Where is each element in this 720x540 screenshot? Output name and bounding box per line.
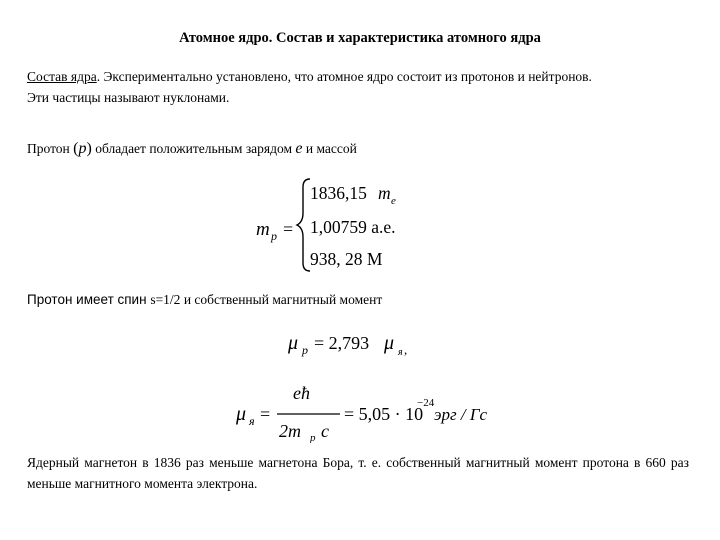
moment-tail-sub: я	[398, 347, 403, 358]
magneton-unit: эрг / Гс	[434, 405, 488, 424]
mass-lhs-sub: p	[271, 229, 277, 243]
moment-sub: p	[302, 343, 308, 357]
composition-text-2: Эти частицы называют нуклонами.	[27, 90, 230, 105]
proton-symbol-open: (	[73, 140, 79, 157]
proton-mass-formula	[250, 175, 450, 275]
spin-word-2: имеет спин	[72, 292, 151, 307]
proton-mass-text: и массой	[302, 141, 357, 156]
mass-line3: 938, 28 М	[310, 249, 383, 269]
spin-rest: и собственный магнитный момент	[180, 292, 383, 307]
proton-symbol: p	[78, 140, 87, 157]
magneton-rhs: = 5,05 · 10	[344, 404, 424, 424]
proton-symbol-close: )	[86, 140, 92, 157]
mass-line1-sub: e	[391, 195, 396, 207]
nuclear-magneton-formula	[232, 375, 512, 443]
moment-mu: μ	[288, 332, 299, 354]
proton-line	[27, 138, 357, 159]
composition-text-1: . Экспериментально установлено, что атомное ядро состоит из протонов и нейтронов.	[96, 69, 592, 84]
composition-term: Состав ядра	[27, 69, 97, 84]
spin-line	[27, 289, 382, 310]
moment-comma: ,	[404, 342, 408, 357]
magneton-equals: =	[260, 404, 271, 424]
magneton-den-sub: p	[310, 432, 316, 443]
magneton-mu: μ	[236, 403, 247, 425]
mass-lhs: m	[256, 219, 270, 240]
magneton-numerator: eħ	[293, 383, 310, 403]
mass-brace	[297, 179, 310, 271]
mass-line2: 1,00759 а.е.	[310, 217, 396, 237]
page-title: Атомное ядро. Состав и характеристика атомного ядра	[179, 30, 541, 46]
mass-line1-value: 1836,15	[310, 183, 367, 203]
mass-line1-unit: m	[378, 183, 391, 203]
spin-value: s=1/2	[150, 292, 181, 307]
charge-symbol: e	[295, 140, 303, 157]
composition-line-1	[27, 66, 592, 87]
proton-word: Протон	[27, 141, 70, 156]
magneton-den-b: c	[321, 421, 329, 441]
magneton-exp: −24	[417, 397, 435, 409]
spin-word-1: Протон	[27, 292, 73, 307]
moment-tail-mu: μ	[384, 332, 395, 354]
mass-equals: =	[283, 219, 294, 239]
magnetic-moment-formula	[282, 325, 422, 361]
magneton-sub: я	[249, 414, 255, 428]
magneton-den-a: 2m	[279, 421, 301, 441]
proton-charge-text: обладает положительным зарядом	[91, 141, 296, 156]
conclusion-paragraph: Ядерный магнетон в 1836 раз меньше магнетона Бора, т. е. собственный магнитный момент протона в 660 раз меньше магнитного момента электрона.	[27, 455, 689, 491]
moment-rhs: = 2,793	[314, 333, 370, 353]
